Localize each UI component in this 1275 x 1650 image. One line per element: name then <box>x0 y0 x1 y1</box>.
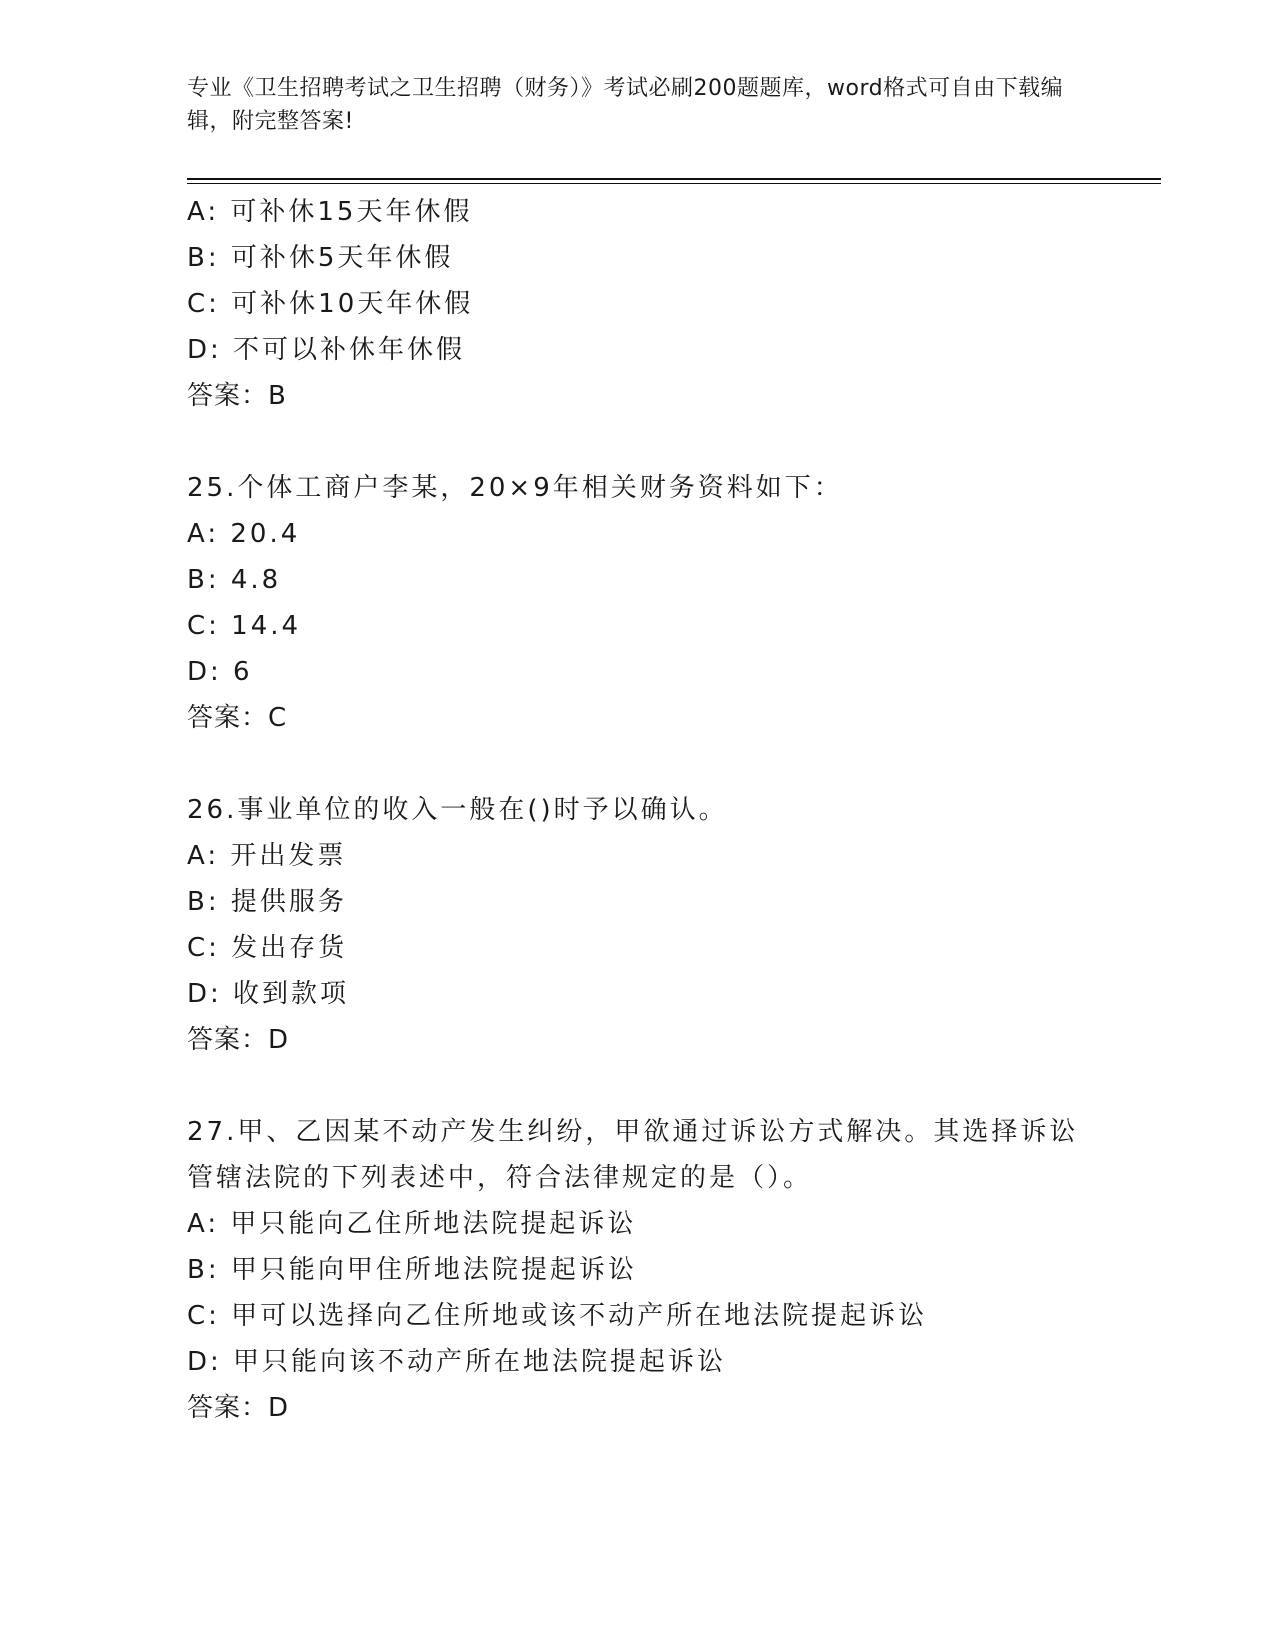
answer: 答案：D <box>187 1393 290 1423</box>
question-stem-line-2: 管辖法院的下列表述中，符合法律规定的是（）。 <box>187 1163 813 1193</box>
option-c: C: 可补休10天年休假 <box>187 289 474 319</box>
option-d: D: 收到款项 <box>187 979 350 1009</box>
spacer <box>187 741 1161 787</box>
question-stem: 25.个体工商户李某，20×9年相关财务资料如下： <box>187 473 843 503</box>
answer: 答案：D <box>187 1025 290 1055</box>
option-a: A: 甲只能向乙住所地法院提起诉讼 <box>187 1209 637 1239</box>
option-a: A: 开出发票 <box>187 841 347 871</box>
option-b: B: 甲只能向甲住所地法院提起诉讼 <box>187 1255 637 1285</box>
option-c: C: 发出存货 <box>187 933 348 963</box>
option-b: B: 提供服务 <box>187 887 347 917</box>
option-b: B: 可补休5天年休假 <box>187 243 454 273</box>
question-stem: 26.事业单位的收入一般在()时予以确认。 <box>187 795 728 825</box>
answer: 答案：C <box>187 703 288 733</box>
document-header: 专业《卫生招聘考试之卫生招聘（财务）》考试必刷200题题库，word格式可自由下载编辑，附完整答案! <box>187 76 1064 134</box>
option-c: C: 14.4 <box>187 611 302 641</box>
option-a: A: 20.4 <box>187 519 301 549</box>
header-rule-thin <box>187 183 1161 184</box>
option-d: D: 不可以补休年休假 <box>187 335 466 365</box>
question-27 <box>187 1109 1161 1431</box>
question-25 <box>187 465 1161 741</box>
question-26 <box>187 787 1161 1063</box>
option-d: D: 甲只能向该不动产所在地法院提起诉讼 <box>187 1347 727 1377</box>
spacer <box>187 1063 1161 1109</box>
option-a: A: 可补休15天年休假 <box>187 197 473 227</box>
question-24 <box>187 189 1161 419</box>
question-list <box>187 189 1161 1431</box>
question-stem-line-1: 27.甲、乙因某不动产发生纠纷，甲欲通过诉讼方式解决。其选择诉讼 <box>187 1117 1079 1147</box>
answer: 答案：B <box>187 381 287 411</box>
option-c: C: 甲可以选择向乙住所地或该不动产所在地法院提起诉讼 <box>187 1301 928 1331</box>
option-d: D: 6 <box>187 657 253 687</box>
header-rule-thick <box>187 178 1161 180</box>
option-b: B: 4.8 <box>187 565 282 595</box>
spacer <box>187 419 1161 465</box>
